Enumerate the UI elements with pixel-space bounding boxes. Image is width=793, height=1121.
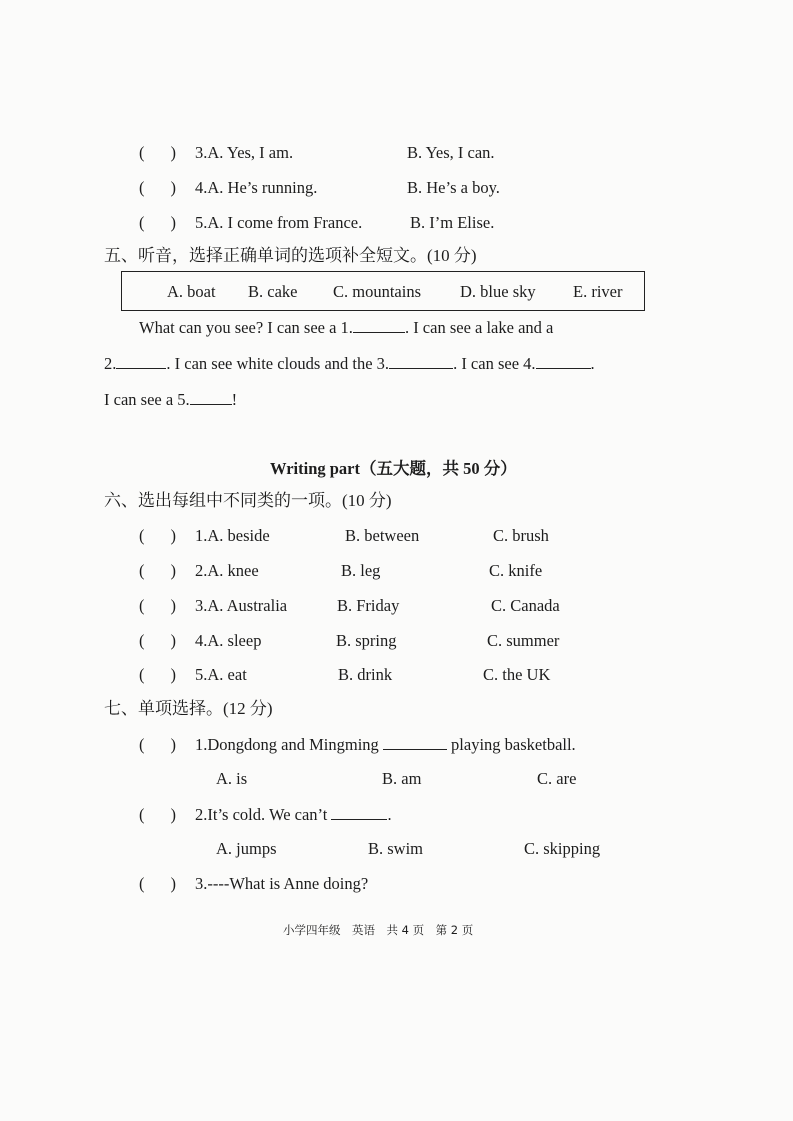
question-number: 3.	[195, 143, 208, 162]
answer-paren[interactable]: ( )	[139, 735, 176, 754]
word-option: C. mountains	[333, 282, 422, 301]
option-c: C. brush	[493, 526, 549, 545]
option-c: C. are	[537, 769, 577, 788]
section-heading: 五、听音，选择正确单词的选项补全短文。(10 分)	[104, 246, 477, 265]
blank-4[interactable]	[536, 352, 591, 369]
option-b: B. between	[345, 526, 420, 545]
option-a: A. Yes, I am.	[207, 143, 294, 162]
option-c: C. Canada	[491, 596, 560, 615]
option-b: B. He’s a boy.	[407, 178, 500, 197]
question-row: ( ) 2.A. knee	[139, 561, 259, 580]
passage-line: I can see a 5. !	[104, 390, 238, 409]
question-row	[139, 142, 293, 164]
part-title: Writing part（五大题，共 50 分）	[270, 459, 517, 478]
option-b: B. am	[382, 769, 422, 788]
question-number: 5.	[195, 213, 208, 232]
question-row: ( ) 3.----What is Anne doing?	[139, 874, 369, 893]
option-b: B. leg	[341, 561, 381, 580]
question-number: 4.	[195, 178, 208, 197]
answer-paren[interactable]: ( )	[139, 874, 176, 893]
blank[interactable]	[383, 733, 447, 750]
question-row: ( ) 2.It’s cold. We can’t .	[139, 805, 392, 824]
option-b: B. I’m Elise.	[410, 213, 495, 232]
word-option: A. boat	[167, 282, 216, 301]
option-c: C. the UK	[483, 665, 551, 684]
section-heading: 七、单项选择。(12 分)	[104, 699, 273, 718]
blank[interactable]	[331, 803, 387, 820]
question-row: ( ) 5.A. eat	[139, 665, 247, 684]
question-row	[139, 212, 362, 234]
answer-paren[interactable]: ( )	[139, 526, 176, 545]
option-a: A. is	[216, 769, 248, 788]
option-c: C. summer	[487, 631, 560, 650]
option-a: A. He’s running.	[207, 178, 318, 197]
word-bank-box	[121, 271, 645, 311]
blank-2[interactable]	[116, 352, 166, 369]
section-heading: 六、选出每组中不同类的一项。(10 分)	[104, 491, 392, 510]
blank-3[interactable]	[389, 352, 453, 369]
option-a: A. I come from France.	[207, 213, 363, 232]
question-row: ( ) 1.A. beside	[139, 526, 270, 545]
blank-5[interactable]	[190, 388, 232, 405]
answer-paren[interactable]: ( )	[139, 561, 176, 580]
option-b: B. swim	[368, 839, 424, 858]
answer-paren[interactable]: ( )	[139, 596, 176, 615]
option-b: B. drink	[338, 665, 393, 684]
passage-line: 2. . I can see white clouds and the 3. . I can see 4. .	[104, 354, 595, 373]
question-row: ( ) 3.A. Australia	[139, 596, 288, 615]
answer-paren[interactable]: ( )	[139, 665, 176, 684]
option-b: B. Yes, I can.	[407, 143, 495, 162]
option-a: A. jumps	[216, 839, 277, 858]
answer-paren[interactable]: ( )	[139, 631, 176, 650]
answer-paren[interactable]: ( )	[139, 178, 176, 197]
question-row: ( ) 1.Dongdong and Mingming playing basketball.	[139, 735, 576, 754]
option-b: B. Friday	[337, 596, 400, 615]
word-option: E. river	[573, 282, 623, 301]
question-row	[139, 177, 317, 199]
word-option: D. blue sky	[460, 282, 536, 301]
answer-paren[interactable]: ( )	[139, 143, 176, 162]
answer-paren[interactable]: ( )	[139, 213, 176, 232]
blank-1[interactable]	[353, 316, 405, 333]
word-option: B. cake	[248, 282, 298, 301]
option-c: C. knife	[489, 561, 543, 580]
option-c: C. skipping	[524, 839, 601, 858]
page-footer: 小学四年级 英语 共 4 页 第 2 页	[283, 923, 474, 937]
answer-paren[interactable]: ( )	[139, 805, 176, 824]
option-b: B. spring	[336, 631, 397, 650]
question-row: ( ) 4.A. sleep	[139, 631, 262, 650]
passage-line: What can you see? I can see a 1. . I can see a lake and a	[139, 318, 554, 337]
